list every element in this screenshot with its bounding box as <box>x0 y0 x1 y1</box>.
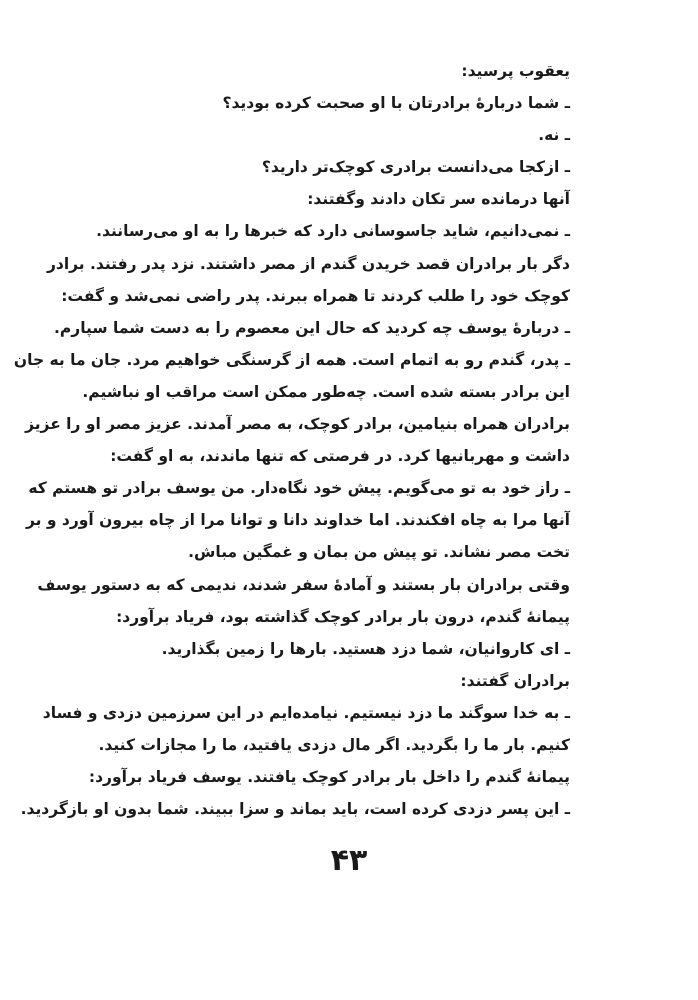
text-line: وقتی برادران بار بستند و آمادهٔ سفر شدند، ندیمی که به دستور یوسف <box>37 575 570 594</box>
text-line: ـ راز خود به تو می‌گویم. پیش خود نگاه‌دار. من یوسف برادر تو هستم که <box>28 479 570 498</box>
text-line: برادران همراه بنیامین، برادر کوچک، به مصر آمدند. عزیز مصر او را عزیز <box>25 415 570 434</box>
text-line: تخت مصر نشاند. تو پیش من بمان و غمگین مباش. <box>188 543 570 562</box>
text-line: ـ ازکجا می‌دانست برادری کوچک‌تر دارید؟ <box>261 158 570 177</box>
text-line: ـ شما دربارهٔ برادرتان با او صحبت کرده بودید؟ <box>222 94 570 113</box>
text-line: داشت و مهربانیها کرد. در فرصتی که تنها ماندند، به او گفت: <box>110 447 570 466</box>
text-line: ـ پدر، گندم رو به اتمام است. همه از گرسنگی خواهیم مرد. جان ما به جان <box>13 350 570 369</box>
text-line: این برادر بسته شده است. چه‌طور ممکن است مراقب او نباشیم. <box>82 382 570 401</box>
text-line: ـ ای کاروانیان، شما دزد هستید. بارها را زمین بگذارید. <box>161 639 570 658</box>
text-line: ـ این پسر دزدی کرده است، باید بماند و سزا ببیند. شما بدون او بازگردید. <box>20 800 570 819</box>
text-line: برادران گفتند: <box>460 671 570 690</box>
text-line: کوچک خود را طلب کردند تا همراه ببرند. پدر راضی نمی‌شد و گفت: <box>61 286 570 305</box>
text-line: آنها مرا به چاه افکندند. اما خداوند دانا و توانا مرا از چاه بیرون آورد و بر <box>26 511 570 530</box>
text-line: آنها درمانده سر تکان دادند وگفتند: <box>307 190 570 209</box>
text-line: کنیم. بار ما را بگردید. اگر مال دزدی یافتید، ما را مجازات کنید. <box>98 735 570 754</box>
text-line: ـ به خدا سوگند ما دزد نیستیم. نیامده‌ایم در این سرزمین دزدی و فساد <box>42 703 570 722</box>
text-line: پیمانهٔ گندم، درون بار برادر کوچک گذاشته بود، فریاد برآورد: <box>116 607 570 626</box>
page-number: ۴۳ <box>330 843 368 878</box>
text-line: ـ نمی‌دانیم، شاید جاسوسانی دارد که خبرها را به او می‌رسانند. <box>96 222 570 241</box>
page-body-text <box>13 55 570 825</box>
text-line: یعقوب پرسید: <box>461 62 570 80</box>
text-line: دگر بار برادران قصد خریدن گندم از مصر داشتند. نزد پدر رفتند. برادر <box>46 254 570 273</box>
text-line: ـ دربارهٔ یوسف چه کردید که حال این معصوم را به دست شما سپارم. <box>54 318 570 337</box>
text-line: پیمانهٔ گندم را داخل بار برادر کوچک یافتند. یوسف فریاد برآورد: <box>88 768 570 787</box>
text-line: ـ نه. <box>538 126 570 145</box>
